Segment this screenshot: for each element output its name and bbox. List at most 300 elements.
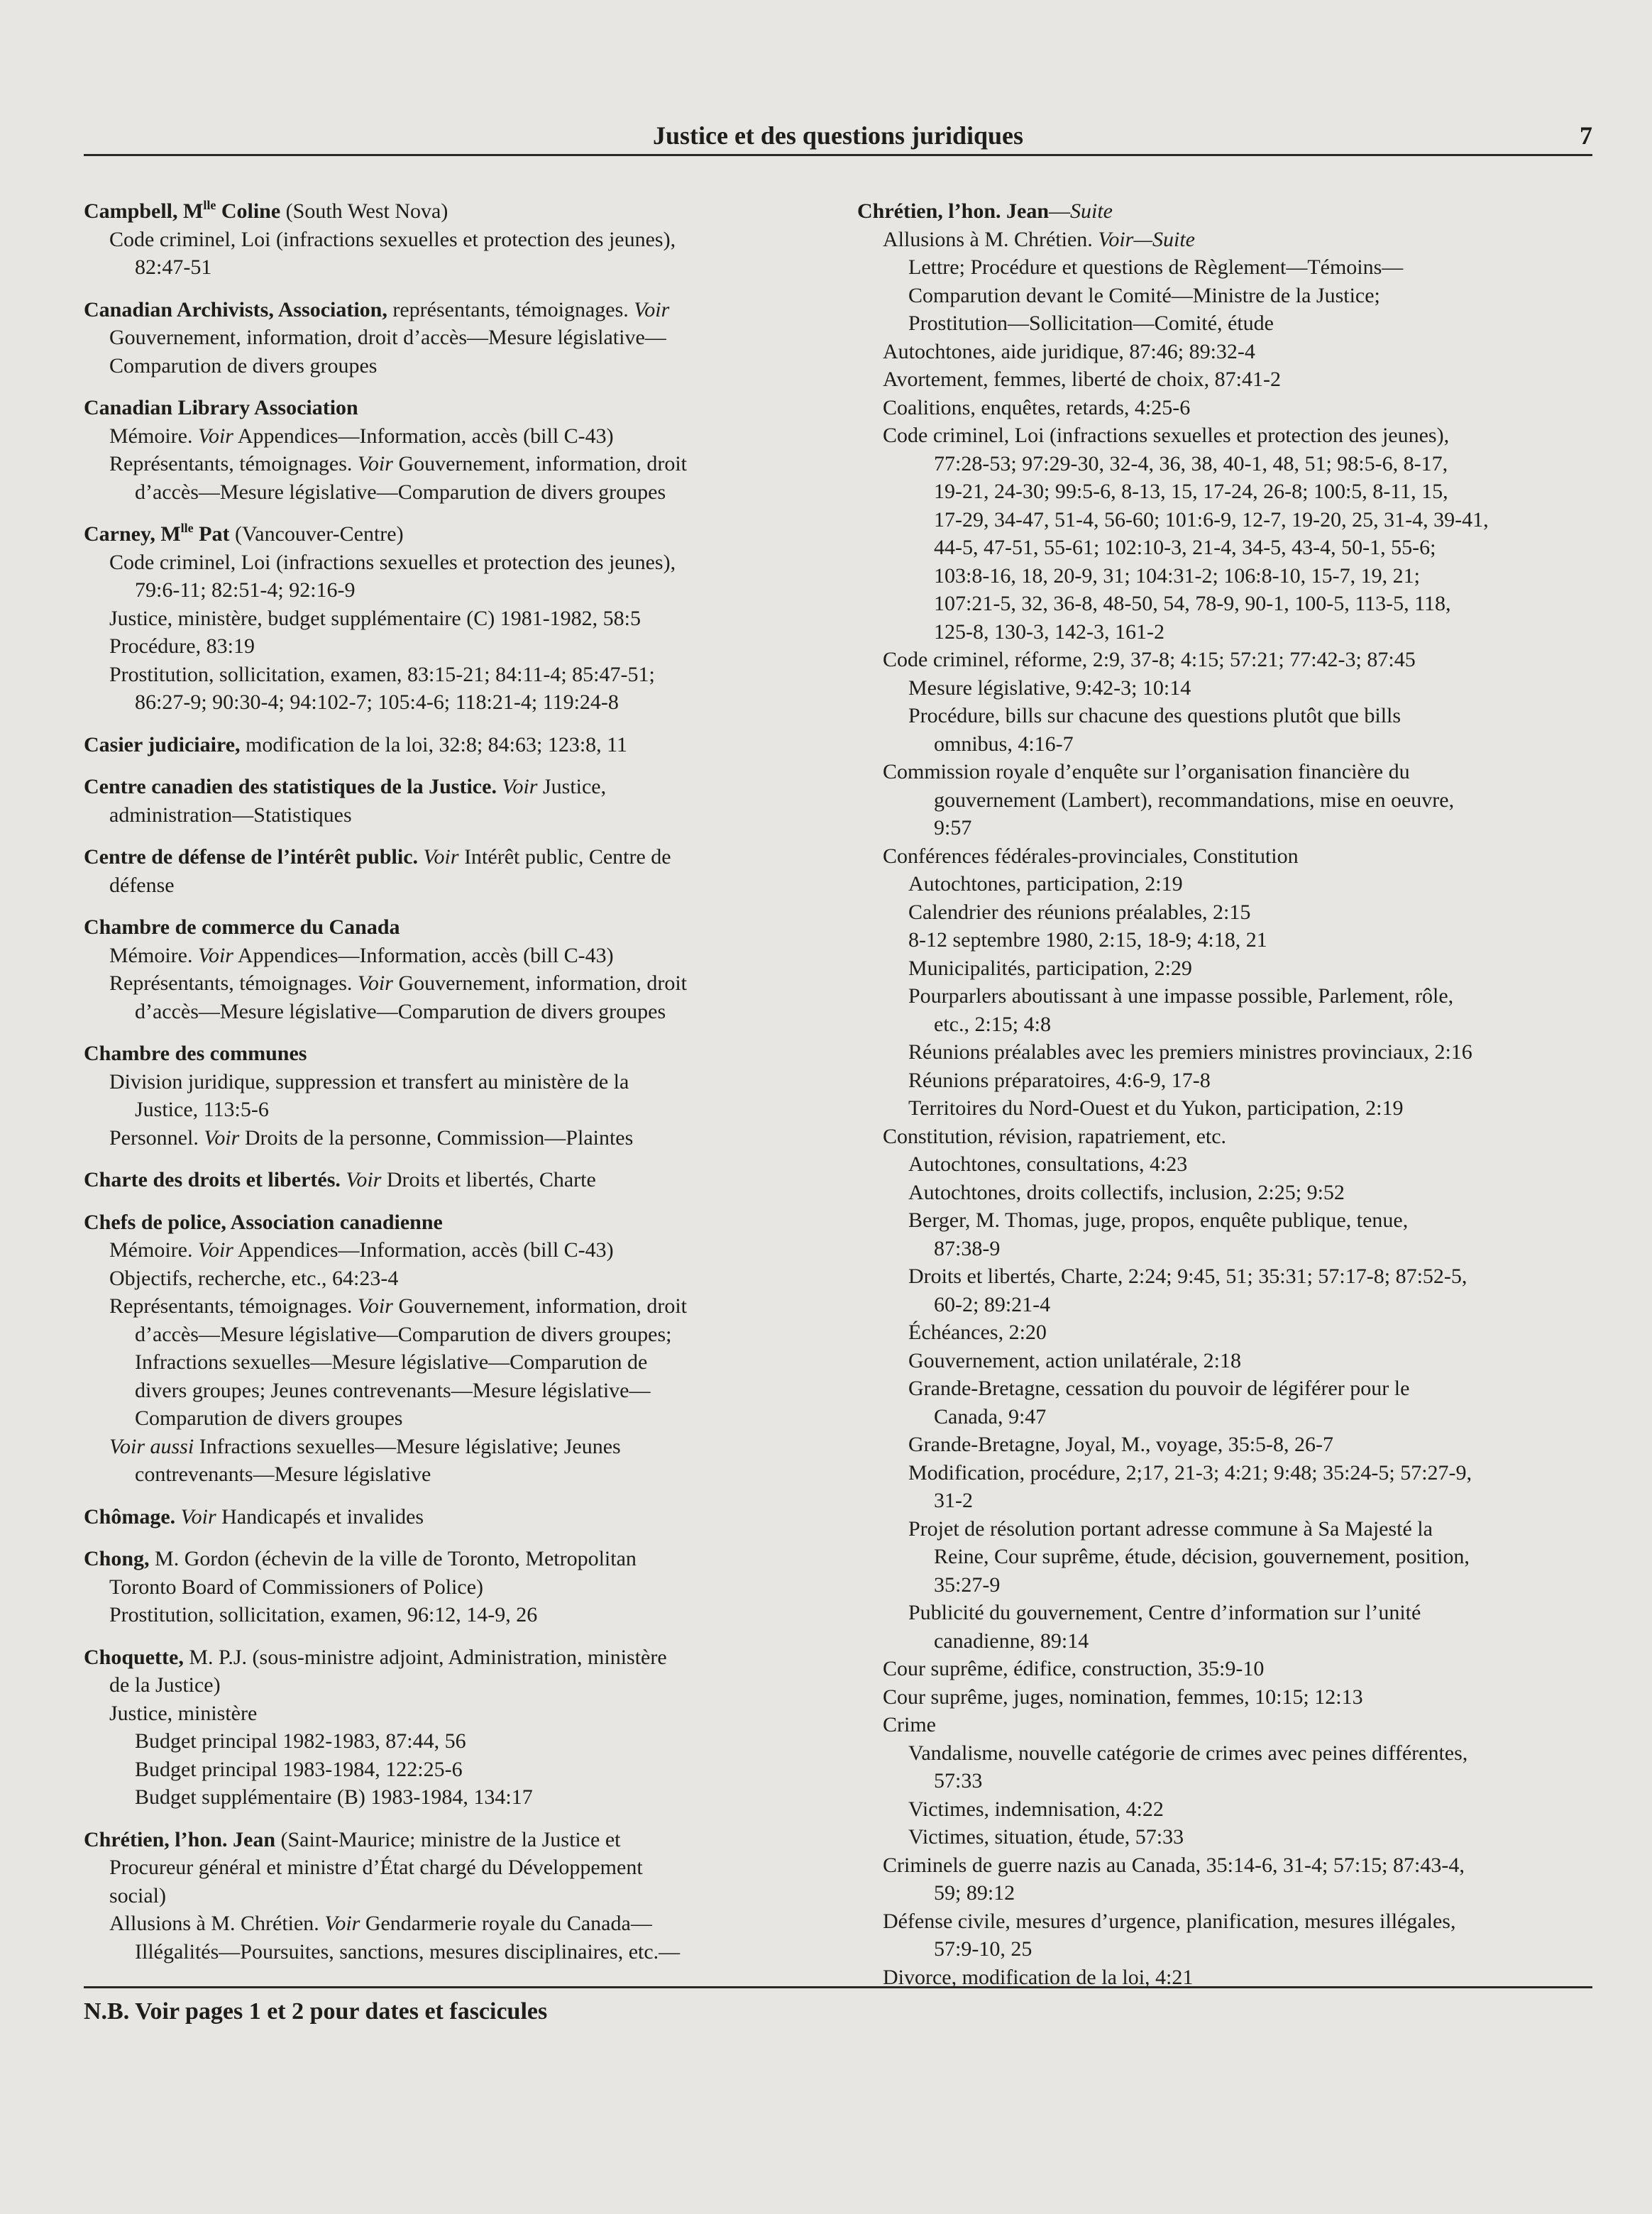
entry-heading-line <box>84 1208 815 1237</box>
subline-text: Grande-Bretagne, Joyal, M., voyage, 35:5-8, 26-7 <box>908 1433 1334 1456</box>
subline-text: Comparution de divers groupes <box>135 1406 403 1430</box>
entry-description: M. P.J. (sous-ministre adjoint, Administration, ministère <box>183 1645 667 1669</box>
entry-subline <box>84 1321 815 1349</box>
subline-text: etc., 2:15; 4:8 <box>934 1012 1051 1036</box>
subline-text: Infractions sexuelles—Mesure législative; Jeunes <box>194 1434 621 1458</box>
subline-text: Appendices—Information, accès (bill C-43) <box>233 1238 614 1262</box>
entry-subline <box>857 1235 1592 1263</box>
subline-text: Code criminel, Loi (infractions sexuelles et protection des jeunes), <box>109 550 676 574</box>
subline-text: gouvernement (Lambert), recommandations, mise en oeuvre, <box>934 788 1455 812</box>
entry-subline <box>857 646 1592 674</box>
entry-heading-line <box>84 1545 815 1573</box>
entry-subline <box>84 450 815 478</box>
entry-heading-line <box>84 197 815 226</box>
index-entry <box>84 296 815 380</box>
see-reference: Voir <box>357 1294 393 1318</box>
entry-subline <box>84 1292 815 1321</box>
entry-heading-line <box>84 731 815 759</box>
running-title: Justice et des questions juridiques <box>652 121 1024 150</box>
entry-subline <box>857 1403 1592 1431</box>
subline-text: Lettre; Procédure et questions de Règlement—Témoins— <box>908 255 1404 279</box>
subline-text: Mémoire. <box>109 424 198 448</box>
subline-text: Autochtones, participation, 2:19 <box>908 872 1183 896</box>
index-entry <box>84 1166 815 1194</box>
entry-subline <box>857 1123 1592 1151</box>
entry-subline <box>857 422 1592 450</box>
subline-text: Justice, 113:5-6 <box>135 1098 269 1121</box>
entry-subline <box>857 786 1592 815</box>
entry-name: Chambre de commerce du Canada <box>84 915 400 939</box>
entry-subline <box>84 1910 815 1938</box>
subline-text: 125-8, 130-3, 142-3, 161-2 <box>934 619 1164 644</box>
subline-text: 35:27-9 <box>934 1573 1001 1597</box>
entry-subline <box>857 1347 1592 1375</box>
subline-text: Justice, ministère <box>109 1701 258 1725</box>
see-reference: Voir <box>197 424 233 448</box>
subline-text: 44-5, 47-51, 55-61; 102:10-3, 21-4, 34-5, 43-4, 50-1, 55-6; <box>934 536 1436 559</box>
subline-text: 60-2; 89:21-4 <box>934 1292 1051 1316</box>
subline-text: Réunions préalables avec les premiers ministres provinciaux, 2:16 <box>908 1040 1472 1064</box>
entry-name: Chambre des communes <box>84 1042 307 1065</box>
subline-text: divers groupes; Jeunes contrevenants—Mesure législative— <box>135 1378 651 1402</box>
entry-subline <box>857 1851 1592 1880</box>
entry-subline <box>857 954 1592 983</box>
subline-text: Procureur général et ministre d’État chargé du Développement <box>109 1856 643 1879</box>
entry-subline <box>84 661 815 689</box>
entry-name-superscript: lle <box>203 198 216 212</box>
entry-description: (Vancouver-Centre) <box>229 522 404 546</box>
entry-subline <box>84 969 815 998</box>
subline-text: 8-12 septembre 1980, 2:15, 18-9; 4:18, 21 <box>908 928 1267 952</box>
subline-text: Personnel. <box>109 1125 204 1150</box>
entry-subline <box>84 1756 815 1784</box>
entry-description-cont: Droits et libertés, Charte <box>381 1168 596 1191</box>
subline-text: Budget principal 1982-1983, 87:44, 56 <box>135 1729 466 1753</box>
entry-subline <box>84 688 815 717</box>
index-entry <box>84 1826 815 1966</box>
subline-text: Crime <box>883 1713 936 1736</box>
index-column-left <box>84 197 815 1980</box>
index-entry <box>84 773 815 829</box>
subline-text: Représentants, témoignages. <box>109 971 358 995</box>
entry-subline <box>857 590 1592 618</box>
entry-name-rest: Pat <box>193 522 230 546</box>
entry-subline <box>84 1068 815 1096</box>
entry-subline <box>84 1573 815 1602</box>
subline-text: Conférences fédérales-provinciales, Constitution <box>883 844 1299 868</box>
subline-text: Criminels de guerre nazis au Canada, 35:14-6, 31-4; 57:15; 87:43-4, <box>883 1853 1465 1877</box>
subline-text: Gendarmerie royale du Canada— <box>360 1912 652 1935</box>
entry-subline <box>857 309 1592 338</box>
entry-subline <box>857 1599 1592 1627</box>
entry-subline <box>857 758 1592 786</box>
entry-subline <box>857 1655 1592 1683</box>
entry-subline <box>857 1739 1592 1768</box>
entry-subline <box>857 226 1592 254</box>
subline-text: de la Justice) <box>109 1673 221 1697</box>
subline-text: Procédure, 83:19 <box>109 634 255 658</box>
subline-text: Vandalisme, nouvelle catégorie de crimes avec peines différentes, <box>908 1741 1468 1765</box>
entry-heading-line <box>84 394 815 422</box>
subline-text: Reine, Cour suprême, étude, décision, gouvernement, position, <box>934 1545 1470 1568</box>
entry-subline <box>84 1783 815 1812</box>
entry-subline <box>857 618 1592 646</box>
entry-subline <box>84 1124 815 1152</box>
see-reference: Voir <box>204 1125 240 1150</box>
subline-text: Défense civile, mesures d’urgence, planification, mesures illégales, <box>883 1909 1456 1933</box>
entry-subline <box>857 1795 1592 1824</box>
subline-text: Berger, M. Thomas, juge, propos, enquête publique, tenue, <box>908 1208 1409 1232</box>
subline-text: Justice, ministère, budget supplémentaire (C) 1981-1982, 58:5 <box>109 606 641 630</box>
entry-name: Centre canadien des statistiques de la Justice. <box>84 775 497 798</box>
subline-text: Représentants, témoignages. <box>109 452 358 475</box>
subline-text: Code criminel, Loi (infractions sexuelles et protection des jeunes), <box>883 424 1450 447</box>
entry-see-reference: Voir <box>634 297 670 321</box>
subline-text: Gouvernement, information, droit <box>392 1294 688 1318</box>
footer-note: N.B. Voir pages 1 et 2 pour dates et fascicules <box>84 1998 548 2025</box>
subline-text: défense <box>109 873 175 897</box>
subline-text: 57:9-10, 25 <box>934 1937 1032 1961</box>
entry-subline <box>84 1096 815 1124</box>
subline-text: Cour suprême, édifice, construction, 35:9-10 <box>883 1657 1265 1680</box>
entry-name: Chong, <box>84 1547 150 1570</box>
entry-description-cont: Justice, <box>537 775 607 798</box>
entry-subline <box>857 1262 1592 1291</box>
entry-subline <box>84 549 815 577</box>
subline-text: Objectifs, recherche, etc., 64:23-4 <box>109 1266 399 1290</box>
entry-subline <box>857 1375 1592 1403</box>
entry-subline <box>84 576 815 605</box>
entry-subline <box>84 1671 815 1700</box>
entry-subline <box>857 1907 1592 1936</box>
subline-text: Gouvernement, action unilatérale, 2:18 <box>908 1348 1241 1372</box>
entry-heading-line <box>84 1166 815 1194</box>
entry-subline <box>84 1460 815 1489</box>
subline-text: Avortement, femmes, liberté de choix, 87:41-2 <box>883 368 1281 391</box>
entry-name: Chefs de police, Association canadienne <box>84 1210 443 1234</box>
entry-description <box>175 1505 181 1529</box>
entry-description: M. Gordon (échevin de la ville de Toronto, Metropolitan <box>149 1547 637 1570</box>
entry-subline <box>857 1010 1592 1039</box>
entry-subline <box>84 998 815 1026</box>
entry-name: Chrétien, l’hon. Jean <box>84 1827 275 1851</box>
page-number: 7 <box>1580 121 1592 150</box>
entry-subline <box>84 324 815 352</box>
entry-subline <box>84 1601 815 1629</box>
entry-description-cont: Handicapés et invalides <box>216 1504 424 1529</box>
entry-name: Canadian Library Association <box>84 396 358 419</box>
entry-subline <box>857 253 1592 282</box>
see-reference: Voir <box>357 452 393 475</box>
entry-subline <box>857 730 1592 759</box>
subline-text: Budget principal 1983-1984, 122:25-6 <box>135 1757 463 1781</box>
entry-see-reference: Voir <box>423 845 459 869</box>
entry-heading-line <box>857 197 1592 226</box>
entry-heading-line <box>84 296 815 324</box>
entry-subline <box>857 1515 1592 1543</box>
entry-subline <box>857 1459 1592 1487</box>
entry-subline <box>84 1433 815 1461</box>
entry-subline <box>84 605 815 633</box>
subline-text: Canada, 9:47 <box>934 1404 1047 1428</box>
entry-subline <box>84 226 815 254</box>
index-entry <box>84 843 815 899</box>
entry-name: Campbell, M <box>84 199 204 223</box>
subline-text: canadienne, 89:14 <box>934 1629 1089 1653</box>
entry-subline <box>857 1487 1592 1515</box>
subline-text: 79:6-11; 82:51-4; 92:16-9 <box>135 578 356 602</box>
entry-subline <box>857 1179 1592 1207</box>
subline-text: Constitution, révision, rapatriement, etc. <box>883 1124 1227 1148</box>
entry-subline <box>857 702 1592 730</box>
entry-subline <box>857 1879 1592 1907</box>
entry-subline <box>84 1854 815 1882</box>
entry-subline <box>857 365 1592 394</box>
entry-heading-line <box>84 1503 815 1531</box>
subline-text: Échéances, 2:20 <box>908 1321 1047 1344</box>
subline-text: Projet de résolution portant adresse commune à Sa Majesté la <box>908 1516 1433 1541</box>
subline-text: omnibus, 4:16-7 <box>934 732 1074 756</box>
subline-text: Calendrier des réunions préalables, 2:15 <box>908 900 1251 924</box>
index-entry <box>84 520 815 717</box>
index-entry <box>84 1643 815 1812</box>
entry-subline <box>84 871 815 900</box>
subline-text: d’accès—Mesure législative—Comparution de divers groupes; <box>135 1322 672 1346</box>
see-reference: Voir <box>197 943 233 967</box>
entry-name: Canadian Archivists, Association, <box>84 297 387 321</box>
entry-subline <box>857 534 1592 562</box>
entry-see-reference: Voir <box>346 1168 382 1191</box>
subline-text: Grande-Bretagne, cessation du pouvoir de légiférer pour le <box>908 1377 1410 1400</box>
entry-heading-line <box>84 1040 815 1068</box>
subline-text: Infractions sexuelles—Mesure législative—Comparution de <box>135 1350 648 1374</box>
subline-text: 107:21-5, 32, 36-8, 48-50, 54, 78-9, 90-1, 100-5, 113-5, 118, <box>934 592 1451 615</box>
entry-heading-line <box>84 843 815 871</box>
subline-text: Droits de la personne, Commission—Plaintes <box>239 1125 634 1150</box>
subline-text: Division juridique, suppression et transfert au ministère de la <box>109 1069 629 1094</box>
entry-subline <box>857 1150 1592 1179</box>
subline-text: 82:47-51 <box>135 255 212 279</box>
entry-subline <box>84 1348 815 1377</box>
subline-text: 17-29, 34-47, 51-4, 56-60; 101:6-9, 12-7, 19-20, 25, 31-4, 39-41, <box>934 507 1489 532</box>
subline-text: 31-2 <box>934 1489 973 1512</box>
entry-subline <box>857 394 1592 422</box>
entry-heading-line <box>84 913 815 942</box>
entry-heading-line <box>84 773 815 801</box>
subline-text: 86:27-9; 90:30-4; 94:102-7; 105:4-6; 118:21-4; 119:24-8 <box>135 690 619 714</box>
entry-subline <box>857 562 1592 590</box>
subline-text: Gouvernement, information, droit d’accès—Mesure législative— <box>109 326 666 349</box>
subline-text: Publicité du gouvernement, Centre d’information sur l’unité <box>908 1601 1421 1624</box>
entry-name-superscript: lle <box>180 521 194 535</box>
index-entry <box>84 1545 815 1629</box>
entry-heading-line <box>84 1643 815 1672</box>
subline-text: Mémoire. <box>109 943 198 967</box>
see-reference: Voir <box>357 971 393 995</box>
subline-text: Victimes, situation, étude, 57:33 <box>908 1825 1184 1849</box>
subline-text: 77:28-53; 97:29-30, 32-4, 36, 38, 40-1, 48, 51; 98:5-6, 8-17, <box>934 451 1448 475</box>
subline-text: 59; 89:12 <box>934 1881 1015 1905</box>
entry-subline <box>857 926 1592 954</box>
subline-text: Victimes, indemnisation, 4:22 <box>908 1797 1164 1821</box>
subline-text: Représentants, témoignages. <box>109 1294 358 1318</box>
entry-see-reference: Voir <box>180 1504 216 1529</box>
subline-text: Code criminel, Loi (infractions sexuelles et protection des jeunes), <box>109 227 676 251</box>
entry-see-reference: Suite <box>1070 199 1113 223</box>
entry-subline <box>84 1404 815 1433</box>
footer-rule <box>84 1986 1592 1988</box>
entry-heading-line <box>84 520 815 549</box>
entry-name: Carney, M <box>84 522 181 546</box>
subline-text: d’accès—Mesure législative—Comparution de divers groupes <box>135 999 666 1023</box>
index-entry <box>84 1040 815 1152</box>
entry-see-reference: Voir <box>502 775 538 798</box>
entry-subline <box>857 1711 1592 1739</box>
index-entry <box>84 197 815 282</box>
entry-subline <box>857 1067 1592 1095</box>
entry-subline <box>84 1700 815 1728</box>
entry-subline <box>857 282 1592 310</box>
subline-text: Prostitution, sollicitation, examen, 83:15-21; 84:11-4; 85:47-51; <box>109 662 655 686</box>
entry-name: Centre de défense de l’intérêt public. <box>84 845 419 869</box>
index-entry <box>84 394 815 506</box>
subline-text: d’accès—Mesure législative—Comparution de divers groupes <box>135 480 666 504</box>
entry-subline <box>84 478 815 507</box>
entry-description: représentants, témoignages. <box>387 297 634 321</box>
entry-description-cont: Intérêt public, Centre de <box>458 845 671 869</box>
subline-text: 9:57 <box>934 816 972 839</box>
header-rule <box>84 154 1592 156</box>
index-entry <box>84 731 815 759</box>
subline-text: Divorce, modification de la loi, 4:21 <box>883 1965 1194 1989</box>
subline-text: 103:8-16, 18, 20-9, 31; 104:31-2; 106:8-10, 15-7, 19, 21; <box>934 563 1420 588</box>
entry-subline <box>857 982 1592 1010</box>
entry-subline <box>857 450 1592 478</box>
entry-name: Charte des droits et libertés. <box>84 1168 341 1191</box>
subline-text: Illégalités—Poursuites, sanctions, mesures disciplinaires, etc.— <box>135 1939 681 1964</box>
entry-subline <box>84 253 815 282</box>
entry-subline <box>84 1938 815 1966</box>
entry-subline <box>857 1683 1592 1712</box>
entry-subline <box>84 632 815 661</box>
subline-text: Gouvernement, information, droit <box>392 971 688 995</box>
subline-text: Autochtones, droits collectifs, inclusion, 2:25; 9:52 <box>908 1180 1345 1204</box>
see-reference: Voir aussi <box>109 1434 194 1458</box>
subline-text: Allusions à M. Chrétien. <box>883 227 1098 251</box>
entry-subline <box>857 1431 1592 1459</box>
entry-subline <box>84 1265 815 1293</box>
entry-heading-line <box>84 1826 815 1854</box>
subline-text: Gouvernement, information, droit <box>392 452 688 475</box>
entry-subline <box>84 1882 815 1910</box>
entry-description: (Saint-Maurice; ministre de la Justice et <box>275 1827 621 1851</box>
entry-subline <box>84 1727 815 1756</box>
subline-text: Code criminel, réforme, 2:9, 37-8; 4:15; 57:21; 77:42-3; 87:45 <box>883 648 1416 671</box>
subline-text: Appendices—Information, accès (bill C-43) <box>233 424 614 448</box>
subline-text: Budget supplémentaire (B) 1983-1984, 134:17 <box>135 1785 533 1809</box>
entry-subline <box>857 1094 1592 1123</box>
entry-subline <box>857 898 1592 927</box>
entry-name: Chômage. <box>84 1504 176 1529</box>
entry-subline <box>857 1935 1592 1964</box>
subline-text: Allusions à M. Chrétien. <box>109 1912 325 1935</box>
entry-subline <box>857 478 1592 506</box>
see-reference: Voir—Suite <box>1098 227 1195 251</box>
entry-subline <box>857 1823 1592 1851</box>
entry-subline <box>857 1291 1592 1319</box>
entry-subline <box>857 870 1592 898</box>
subline-text: 57:33 <box>934 1769 983 1792</box>
entry-subline <box>857 506 1592 534</box>
subline-text: Modification, procédure, 2;17, 21-3; 4:21; 9:48; 35:24-5; 57:27-9, <box>908 1460 1472 1485</box>
subline-text: Comparution devant le Comité—Ministre de la Justice; <box>908 283 1380 307</box>
subline-text: Territoires du Nord-Ouest et du Yukon, participation, 2:19 <box>908 1096 1404 1120</box>
subline-text: Procédure, bills sur chacune des questions plutôt que bills <box>908 704 1402 727</box>
entry-subline <box>84 422 815 451</box>
subline-text: Commission royale d’enquête sur l’organisation financière du <box>883 760 1410 783</box>
running-head <box>84 118 1592 153</box>
subline-text: social) <box>109 1883 166 1907</box>
entry-subline <box>84 1236 815 1265</box>
subline-text: 87:38-9 <box>934 1236 1001 1260</box>
subline-text: Droits et libertés, Charte, 2:24; 9:45, 51; 35:31; 57:17-8; 87:52-5, <box>908 1265 1467 1288</box>
entry-name: Choquette, <box>84 1645 184 1669</box>
subline-text: Réunions préparatoires, 4:6-9, 17-8 <box>908 1068 1211 1092</box>
index-entry <box>857 197 1592 1991</box>
entry-name: Chrétien, l’hon. Jean <box>857 199 1049 223</box>
entry-description: — <box>1049 199 1070 223</box>
subline-text: Prostitution, sollicitation, examen, 96:12, 14-9, 26 <box>109 1603 538 1626</box>
index-entry <box>84 913 815 1025</box>
subline-text: Autochtones, aide juridique, 87:46; 89:32-4 <box>883 339 1255 363</box>
entry-subline <box>857 1543 1592 1571</box>
subline-text: Municipalités, participation, 2:29 <box>908 956 1192 980</box>
entry-subline <box>857 1206 1592 1235</box>
subline-text: Cour suprême, juges, nomination, femmes, 10:15; 12:13 <box>883 1685 1363 1709</box>
entry-description <box>418 845 424 869</box>
entry-subline <box>84 801 815 830</box>
subline-text: Comparution de divers groupes <box>109 353 378 378</box>
entry-subline <box>857 1318 1592 1347</box>
subline-text: Prostitution—Sollicitation—Comité, étude <box>908 312 1274 335</box>
entry-subline <box>857 842 1592 871</box>
subline-text: Appendices—Information, accès (bill C-43) <box>233 943 614 967</box>
subline-text: Mesure législative, 9:42-3; 10:14 <box>908 676 1191 700</box>
entry-subline <box>857 1038 1592 1067</box>
index-column-right <box>857 197 1592 2005</box>
subline-text: contrevenants—Mesure législative <box>135 1463 431 1486</box>
subline-text: Mémoire. <box>109 1238 198 1262</box>
entry-subline <box>84 352 815 380</box>
subline-text: administration—Statistiques <box>109 803 352 827</box>
subline-text: Pourparlers aboutissant à une impasse possible, Parlement, rôle, <box>908 984 1454 1008</box>
subline-text: Autochtones, consultations, 4:23 <box>908 1152 1188 1176</box>
subline-text: Toronto Board of Commissioners of Police) <box>109 1575 484 1599</box>
entry-subline <box>857 1767 1592 1795</box>
entry-description: (South West Nova) <box>280 199 448 223</box>
entry-subline <box>857 1627 1592 1656</box>
entry-name: Casier judiciaire, <box>84 732 241 756</box>
entry-subline <box>857 1571 1592 1599</box>
entry-description: modification de la loi, 32:8; 84:63; 123:8, 11 <box>240 732 628 756</box>
entry-subline <box>857 674 1592 703</box>
entry-subline <box>84 942 815 970</box>
entry-subline <box>857 814 1592 842</box>
see-reference: Voir <box>197 1238 233 1262</box>
entry-subline <box>857 338 1592 366</box>
index-entry <box>84 1208 815 1489</box>
subline-text: 19-21, 24-30; 99:5-6, 8-13, 15, 17-24, 26-8; 100:5, 8-11, 15, <box>934 480 1448 503</box>
